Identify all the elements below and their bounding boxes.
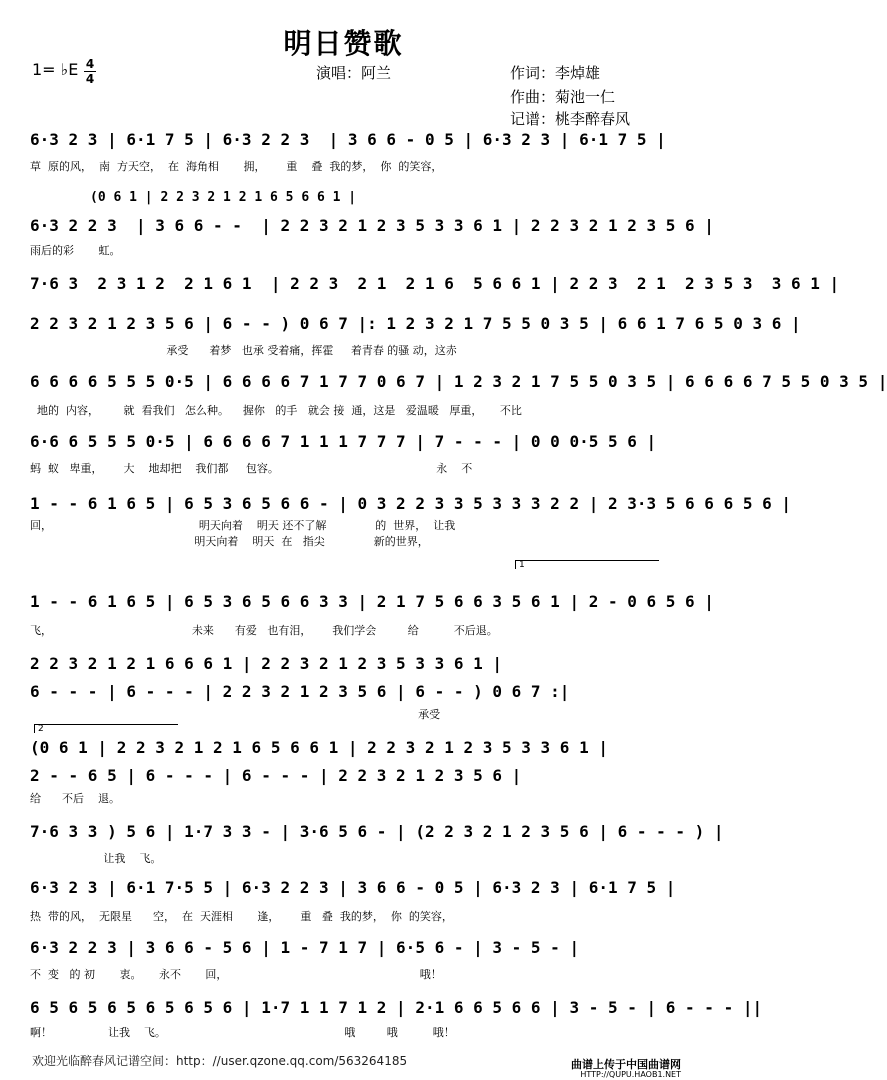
lyric-line-15: 啊！ 让我 飞。 哦 哦 哦！ (30, 1026, 455, 1039)
volta-2: 2 (34, 724, 178, 733)
score-line-4: 7·6 3 2 3 1 2 2 1 6 1 | 2 2 3 2 1 2 1 6 5 6 6 1 | 2 2 3 2 1 2 3 5 3 3 6 1 | (30, 274, 840, 293)
score-line-9: 1 - - 6 1 6 5 | 6 5 3 6 5 6 6 3 3 | 2 1 7 5 6 6 3 5 6 1 | 2 - 0 6 5 6 | (30, 592, 714, 611)
lyric-line-3: 雨后的彩 虹。 (30, 244, 121, 257)
key-signature: 1= ♭E (32, 60, 79, 79)
score-line-15: 6 5 6 5 6 5 6 5 6 5 6 | 1·7 1 1 7 1 2 | 2·1 6 6 5 6 6 | 3 - 5 - | 6 - - - || (30, 998, 763, 1017)
lyric-line-12: 让我 飞。 (30, 852, 162, 865)
lyric-line-11: 给 不后 退。 (30, 792, 120, 805)
footer-link-text[interactable]: 欢迎光临醉春风记谱空间：http：//user.qzone.qq.com/563264185 (32, 1054, 408, 1068)
singer: 演唱：阿兰 (316, 64, 392, 82)
score-line-3: 6·3 2 2 3 | 3 6 6 - - | 2 2 3 2 1 2 3 5 3 3 6 1 | 2 2 3 2 1 2 3 5 6 | (30, 216, 714, 235)
score-line-14: 6·3 2 2 3 | 3 6 6 - 5 6 | 1 - 7 1 7 | 6·5 6 - | 3 - 5 - | (30, 938, 580, 957)
lyric-line-5: 承受 着梦 也承 受着痛，挥霍 着青春 的骚 动，这赤 (30, 344, 457, 357)
page-title: 明日赞歌 (283, 27, 404, 60)
lyricist: 作词：李焯雄 (510, 64, 601, 82)
lyric-line-14: 不 变 的 初 衷。 永不 回， 哦！ (30, 968, 442, 981)
volta-1: 1 (515, 560, 659, 569)
score-line-8: 1 - - 6 1 6 5 | 6 5 3 6 5 6 6 - | 0 3 2 2 3 3 5 3 3 3 2 2 | 2 3·3 5 6 6 6 5 6 | (30, 494, 791, 513)
footer-site-name: 曲谱上传于中国曲谱网 (571, 1058, 681, 1071)
score-line-2: (0 6 1 | 2 2 3 2 1 2 1 6 5 6 6 1 | (90, 190, 357, 205)
score-line-1: 6·3 2 3 | 6·1 7 5 | 6·3 2 2 3 | 3 6 6 - 0 5 | 6·3 2 3 | 6·1 7 5 | (30, 130, 666, 149)
lyric-line-8: 回， 明天向着 明天 还不了解 的 世界， 让我 明天向着 明天 在 指尖 新的世界， (30, 519, 456, 548)
time-signature (84, 58, 96, 85)
lyric-line-9: 飞， 未来 有爱 也有泪， 我们学会 给 不后退。 (30, 624, 498, 637)
score-line-13: 6·3 2 3 | 6·1 7·5 5 | 6·3 2 2 3 | 3 6 6 - 0 5 | 6·3 2 3 | 6·1 7 5 | (30, 878, 676, 897)
time-signature-bottom: 4 (85, 72, 95, 86)
score-line-10: 2 2 3 2 1 2 1 6 6 6 1 | 2 2 3 2 1 2 3 5 3 3 6 1 | 6 - - - | 6 - - - | 2 2 3 2 1 2 3 5 6 | 6 - - ) 0 6 7 :| (30, 654, 570, 701)
lyric-line-1: 草 原的风， 南 方天空， 在 海角相 拥， 重 叠 我的梦， 你 的笑容， (30, 160, 443, 173)
transcriber: 记谱：桃李醉春风 (510, 110, 631, 128)
score-line-5: 2 2 3 2 1 2 3 5 6 | 6 - - ) 0 6 7 |: 1 2 3 2 1 7 5 5 0 3 5 | 6 6 1 7 6 5 0 3 6 | (30, 314, 801, 333)
lyric-line-10: 承受 (30, 708, 441, 721)
score-line-11: (0 6 1 | 2 2 3 2 1 2 1 6 5 6 6 1 | 2 2 3 2 1 2 3 5 3 3 6 1 | 2 - - 6 5 | 6 - - - | 6 - - - | 2 2 3 2 1 2 3 5 6 | (30, 738, 608, 785)
score-line-6: 6 6 6 6 5 5 5 0·5 | 6 6 6 6 7 1 7 7 0 6 7 | 1 2 3 2 1 7 5 5 0 3 5 | 6 6 6 6 7 5 5 0 3 5 | (30, 372, 887, 391)
time-signature-top: 4 (85, 57, 95, 71)
lyric-line-13: 热 带的风， 无限星 空， 在 天涯相 逢， 重 叠 我的梦， 你 的笑容， (30, 910, 453, 923)
score-line-12: 7·6 3 3 ) 5 6 | 1·7 3 3 - | 3·6 5 6 - | (2 2 3 2 1 2 3 5 6 | 6 - - - ) | (30, 822, 724, 841)
footer-site-url[interactable]: HTTP://QUPU.HAOB1.NET (580, 1070, 681, 1079)
composer: 作曲：菊池一仁 (510, 88, 616, 106)
score-line-7: 6·6 6 5 5 5 0·5 | 6 6 6 6 7 1 1 1 7 7 7 | 7 - - - | 0 0 0·5 5 6 | (30, 432, 657, 451)
lyric-line-7: 蚂 蚁 卑重， 大 地却把 我们都 包容。 永 不 (30, 462, 473, 475)
lyric-line-6: 地的 内容， 就 看我们 怎么种。 握你 的手 就会 接 通，这是 爱温暖 厚重， 不比 (30, 404, 522, 417)
